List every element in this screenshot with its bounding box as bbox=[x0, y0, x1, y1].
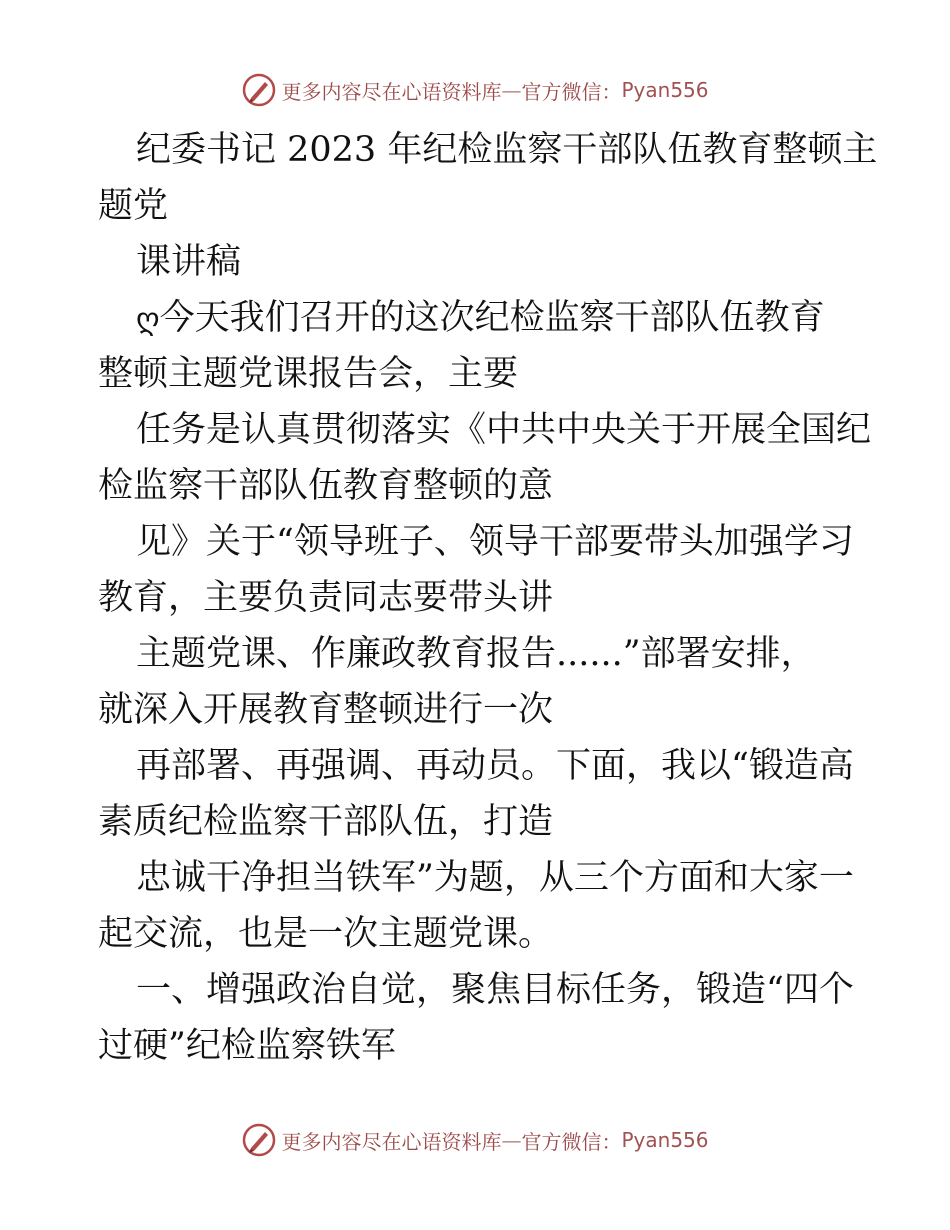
title-line-2: 题党 bbox=[98, 186, 169, 226]
header-banner-text: 更多内容尽在心语资料库 bbox=[281, 79, 502, 104]
body-line-8: 见》关于“领导班子、领导干部要带头加强学习 bbox=[136, 522, 854, 562]
body-line-11: 就深入开展教育整顿进行一次 bbox=[98, 690, 554, 730]
title-line-3: 课讲稿 bbox=[136, 242, 242, 282]
header-banner-account: Pyan556 bbox=[621, 78, 709, 102]
footer-banner-label: 官方微信： bbox=[521, 1129, 622, 1154]
body-line-13: 素质纪检监察干部队伍，打造 bbox=[98, 802, 554, 842]
body-line-9: 教育，主要负责同志要带头讲 bbox=[98, 578, 554, 618]
body-line-4 bbox=[98, 290, 858, 346]
body-line-4-text: 今天我们召开的这次纪检监察干部队伍教育 bbox=[159, 298, 825, 338]
header-banner bbox=[0, 70, 950, 110]
body-line-12: 再部署、再强调、再动员。下面，我以“锻造高 bbox=[136, 746, 854, 786]
footer-banner-account: Pyan556 bbox=[621, 1128, 709, 1152]
body-line-5: 整顿主题党课报告会，主要 bbox=[98, 354, 519, 394]
title-line-1: 纪委书记 2023 年纪检监察干部队伍教育整顿主 bbox=[136, 130, 878, 170]
body-line-6: 任务是认真贯彻落实《中共中央关于开展全国纪 bbox=[136, 410, 872, 450]
section-heading-line-2: 过硬”纪检监察铁军 bbox=[98, 1026, 396, 1066]
body-line-7: 检监察干部队伍教育整顿的意 bbox=[98, 466, 554, 506]
section-heading-line-1: 一、增强政治自觉，聚焦目标任务，锻造“四个 bbox=[136, 970, 854, 1010]
pen-logo-icon bbox=[241, 1122, 277, 1158]
footer-banner-dash: — bbox=[501, 1128, 522, 1152]
header-banner-label: 官方微信： bbox=[521, 79, 622, 104]
body-line-10: 主题党课、作廉政教育报告......”部署安排， bbox=[136, 634, 816, 674]
body-line-14: 忠诚干净担当铁军”为题，从三个方面和大家一 bbox=[136, 858, 854, 898]
document-body bbox=[98, 122, 878, 1074]
pen-logo-icon bbox=[241, 72, 277, 108]
header-banner-dash: — bbox=[501, 78, 522, 102]
footer-banner-text: 更多内容尽在心语资料库 bbox=[281, 1129, 502, 1154]
flourish-icon: ღ bbox=[136, 302, 160, 337]
footer-banner bbox=[0, 1120, 950, 1160]
body-line-15: 起交流，也是一次主题党课。 bbox=[98, 914, 554, 954]
